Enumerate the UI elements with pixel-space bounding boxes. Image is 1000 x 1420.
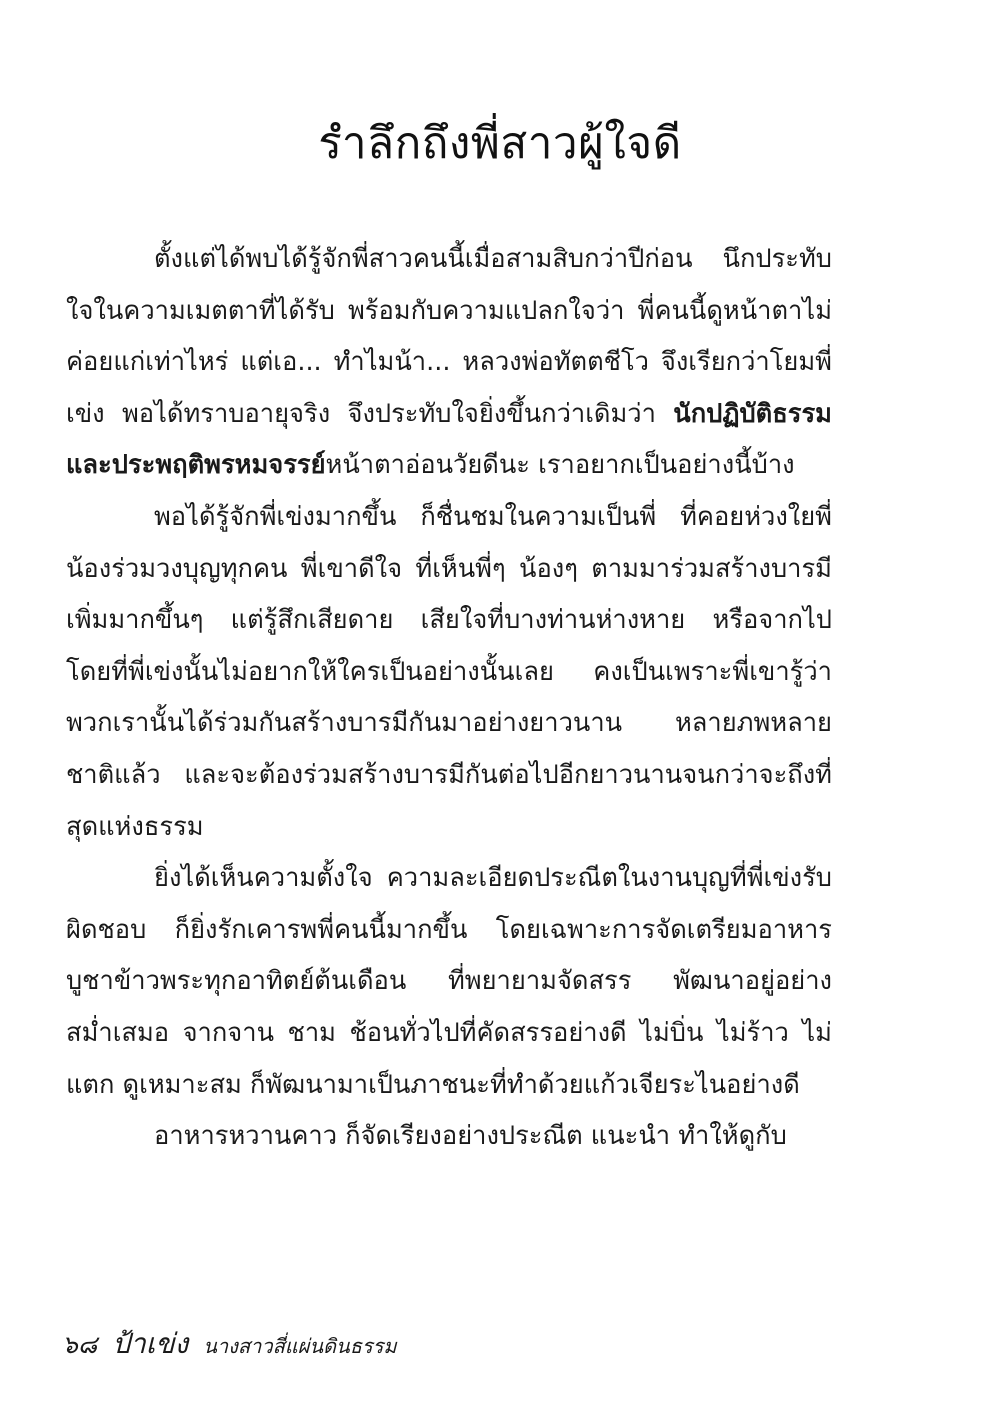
chapter-title: รำลึกถึงพี่สาวผู้ใจดี [318,118,682,169]
paragraph-4: อาหารหวานคาว ก็จัดเรียงอย่างประณีต แนะนำ ทำให้ดูกับ [154,1121,787,1152]
body-text [66,234,832,1163]
book-title: ป้าเข่ง [112,1327,189,1360]
paragraph-3: ยิ่งได้เห็นความตั้งใจ ความละเอียดประณีตในงานบุญที่พี่เข่งรับผิดชอบ ก็ยิ่งรักเคารพพี่คนนี้มากขึ้น โดยเฉพาะการจัดเตรียมอาหารบูชาข้าวพระทุกอาทิตย์ต้นเดือน ที่พยายามจัดสรร พัฒนาอยู่อย่างสม่ำเสมอ จากจาน ชาม ช้อนทั่วไปที่คัดสรรอย่างดี ไม่บิ่น ไม่ร้าว ไม่แตก ดูเหมาะสม ก็พัฒนามาเป็นภาชนะที่ทำด้วยแก้วเจียระไนอย่างดี [66,863,832,1100]
page-footer [62,1322,397,1366]
paragraph-1-text: ตั้งแต่ได้พบได้รู้จักพี่สาวคนนี้เมื่อสามสิบกว่าปีก่อน นึกประทับใจในความเมตตาที่ได้รับ พร้อมกับความแปลกใจว่า พี่คนนี้ดูหน้าตาไม่ค่อยแก่เท่าไหร่ แต่เอ... ทำไมน้า... หลวงพ่อทัตตชีโว จึงเรียกว่าโยมพี่เข่ง พอได้ทราบอายุจริง จึงประทับใจยิ่งขึ้นกว่าเดิมว่า [66,244,832,429]
paragraph-1 [66,234,832,492]
page-number: ๖๘ [62,1330,98,1359]
paragraph-1-text-end: หน้าตาอ่อนวัยดีนะ เราอยากเป็นอย่างนี้บ้าง [325,450,795,481]
book-subtitle: นางสาวสี่แผ่นดินธรรม [203,1334,397,1358]
paragraph-1-bold-phrase: นักปฏิบัติธรรม และประพฤติพรหมจรรย์ [66,398,832,481]
paragraph-2: พอได้รู้จักพี่เข่งมากขึ้น ก็ชื่นชมในความเป็นพี่ ที่คอยห่วงใยพี่น้องร่วมวงบุญทุกคน พี่เขาดีใจ ที่เห็นพี่ๆ น้องๆ ตามมาร่วมสร้างบารมีเพิ่มมากขึ้นๆ แต่รู้สึกเสียดาย เสียใจที่บางท่านห่างหาย หรือจากไป โดยที่พี่เข่งนั้นไม่อยากให้ใครเป็นอย่างนั้นเลย คงเป็นเพราะพี่เขารู้ว่า พวกเรานั้นได้ร่วมกันสร้างบารมีกันมาอย่างยาวนาน หลายภพหลายชาติแล้ว และจะต้องร่วมสร้างบารมีกันต่อไปอีกยาวนานจนกว่าจะถึงที่สุดแห่งธรรม [66,501,832,842]
